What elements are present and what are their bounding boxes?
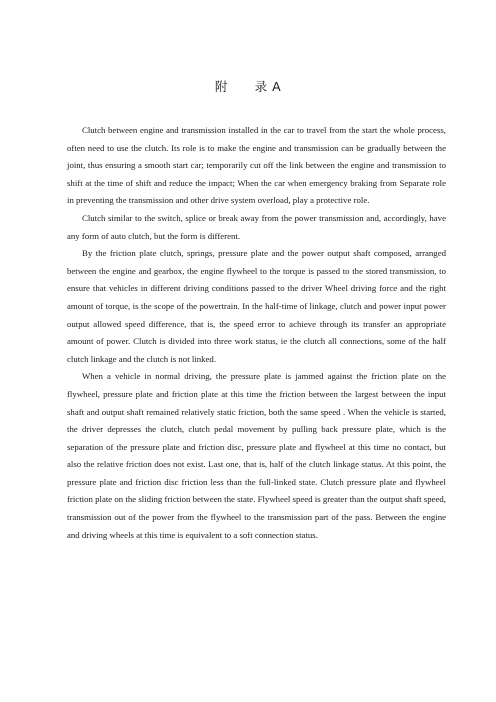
paragraph-3: By the friction plate clutch, springs, pressure plate and the power output shaft composed, arranged between the engine and gearbox, the engine flywheel to the torque is passed to the stored transmission, to ensure that vehicles in different driving conditions passed to the driver Wheel driving force and the right amount of torque, is the scope of the powertrain. In the half-time of linkage, clutch and power input power output allowed speed difference, that is, the speed error to achieve through its transfer an appropriate amount of power. Clutch is divided into three work status, ie the clutch all connections, some of the half clutch linkage and the clutch is not linked. — [67, 248, 446, 364]
appendix-title: 附 录 A — [214, 79, 282, 94]
paragraph-2: Clutch similar to the switch, splice or break away from the power transmission and, accordingly, have any form of auto clutch, but the form is different. — [67, 212, 446, 241]
document-body — [67, 122, 446, 544]
paragraph-4: When a vehicle in normal driving, the pressure plate is jammed against the friction plate on the flywheel, pressure plate and friction plate at this time the friction between the largest between the input shaft and output shaft remained relatively static friction, both the same speed . When the vehicle is started, the driver depresses the clutch, clutch pedal movement by pulling back pressure plate, which is the separation of the pressure plate and friction disc, pressure plate and flywheel at this time no contact, but also the relative friction does not exist. Last one, that is, half of the clutch linkage status. At this point, the pressure plate and friction disc friction less than the full-linked state. Clutch pressure plate and flywheel friction plate on the sliding friction between the state. Flywheel speed is greater than the output shaft speed, transmission out of the power from the flywheel to the transmission part of the pass. Between the engine and driving wheels at this time is equivalent to a soft connection status. — [67, 371, 446, 540]
paragraph-1: Clutch between engine and transmission installed in the car to travel from the start the whole process, often need to use the clutch. Its role is to make the engine and transmission can be gradually between the joint, thus ensuring a smooth start car; temporarily cut off the link between the engine and transmission to shift at the time of shift and reduce the impact; When the car when emergency braking from Separate role in preventing the transmission and other drive system overload, play a protective role. — [67, 125, 446, 206]
